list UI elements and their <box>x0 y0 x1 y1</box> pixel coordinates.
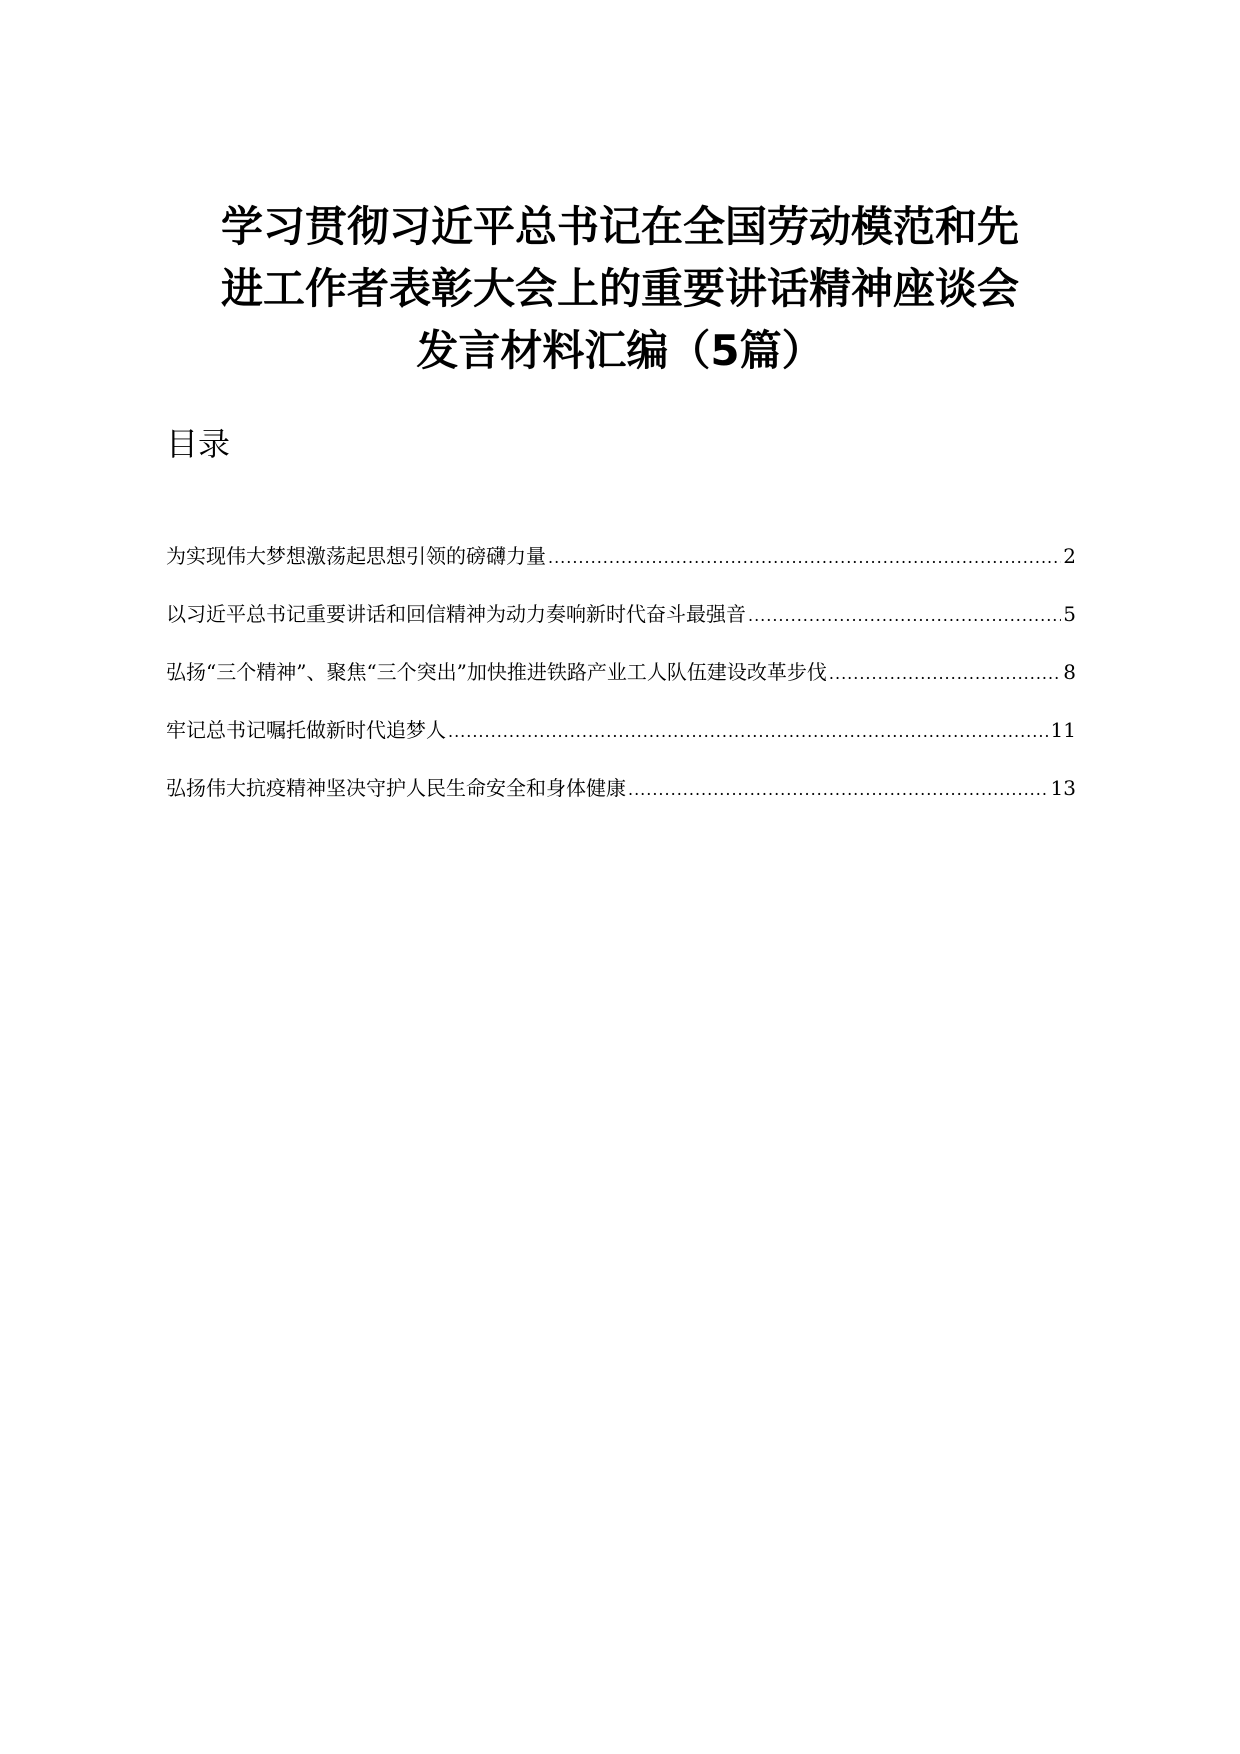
title-line: 学习贯彻习近平总书记在全国劳动模范和先 <box>220 202 1019 251</box>
toc-dot-leader <box>448 717 1049 747</box>
toc-dot-leader <box>748 601 1061 631</box>
toc-entry-title: 为实现伟大梦想激荡起思想引领的磅礴力量 <box>166 544 546 568</box>
toc-entry-title: 以习近平总书记重要讲话和回信精神为动力奏响新时代奋斗最强音 <box>166 602 746 626</box>
toc-entry[interactable] <box>166 715 1076 773</box>
toc-heading: 目录 <box>166 425 231 463</box>
document-title <box>150 196 1090 382</box>
table-of-contents <box>166 541 1076 831</box>
toc-entry-page: 11 <box>1050 718 1076 742</box>
toc-dot-leader <box>628 775 1049 805</box>
toc-entry[interactable] <box>166 657 1076 715</box>
toc-entry-page: 13 <box>1050 776 1076 800</box>
toc-entry-title: 弘扬伟大抗疫精神坚决守护人民生命安全和身体健康 <box>166 776 626 800</box>
toc-entry[interactable] <box>166 541 1076 599</box>
toc-entry-page: 8 <box>1063 660 1076 684</box>
toc-dot-leader <box>548 543 1061 573</box>
toc-entry-page: 2 <box>1063 544 1076 568</box>
toc-entry-page: 5 <box>1063 602 1076 626</box>
title-line: 进工作者表彰大会上的重要讲话精神座谈会 <box>220 264 1019 313</box>
toc-entry[interactable] <box>166 773 1076 831</box>
toc-dot-leader <box>829 659 1061 689</box>
title-line: 发言材料汇编（5篇） <box>416 326 824 375</box>
toc-entry[interactable] <box>166 599 1076 657</box>
toc-entry-title: 牢记总书记嘱托做新时代追梦人 <box>166 718 446 742</box>
toc-entry-title: 弘扬“三个精神”、聚焦“三个突出”加快推进铁路产业工人队伍建设改革步伐 <box>166 660 827 684</box>
